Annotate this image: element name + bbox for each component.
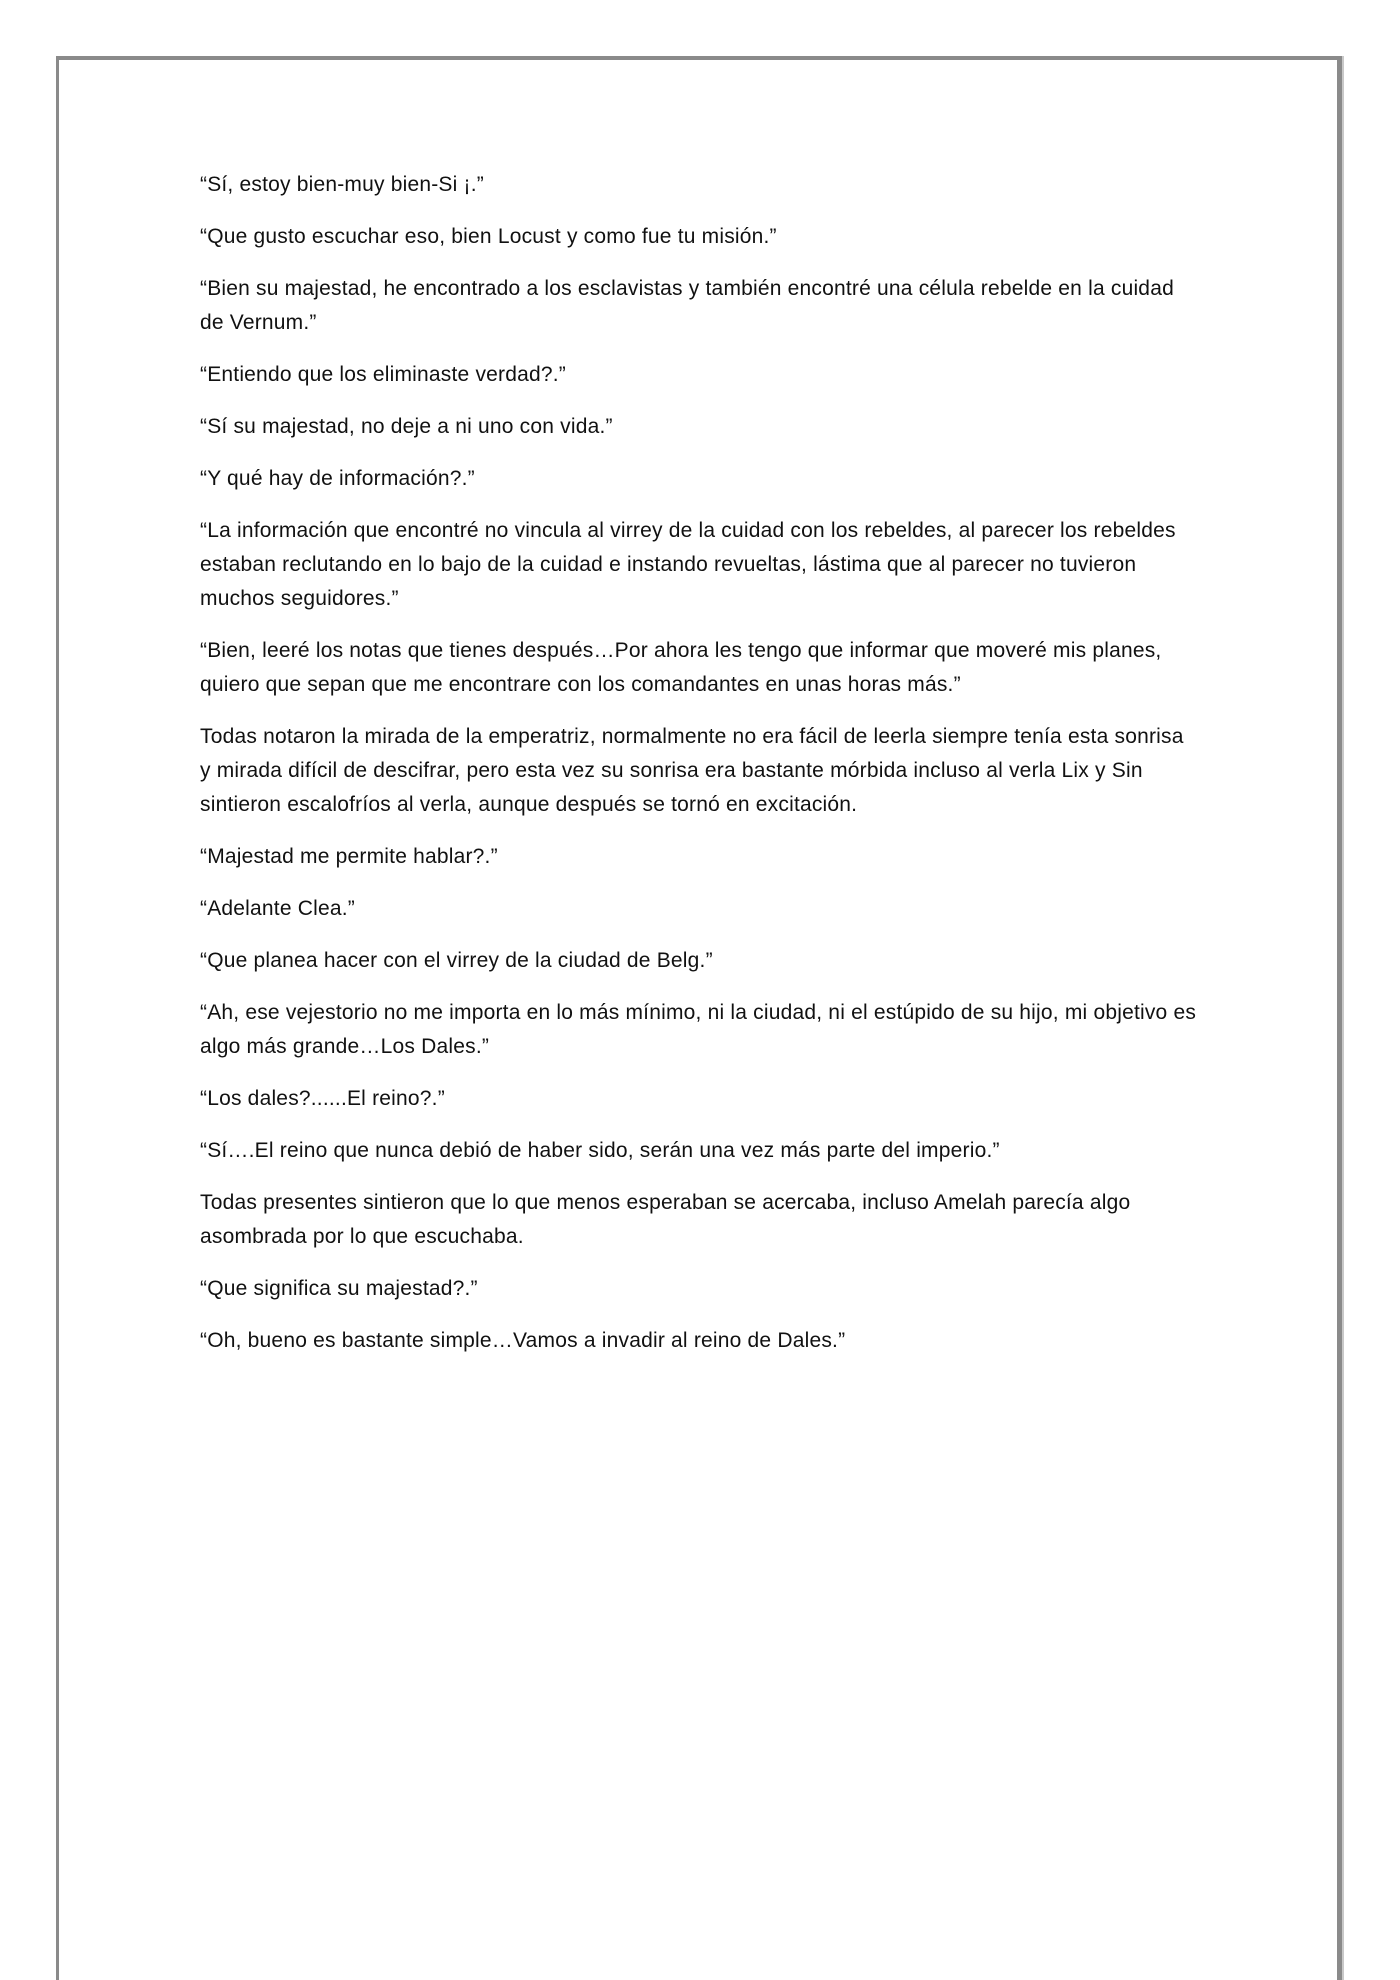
paragraph: “Y qué hay de información?.” bbox=[200, 467, 475, 490]
paragraph: “Entiendo que los eliminaste verdad?.” bbox=[200, 363, 566, 386]
paragraph: “Que gusto escuchar eso, bien Locust y como fue tu misión.” bbox=[200, 225, 777, 248]
document-text-body bbox=[200, 168, 1200, 1376]
paragraph: “Ah, ese vejestorio no me importa en lo más mínimo, ni la ciudad, ni el estúpido de su hijo, mi objetivo es algo más grande…Los Dales.” bbox=[200, 1001, 1197, 1058]
paragraph: “Sí su majestad, no deje a ni uno con vida.” bbox=[200, 415, 613, 438]
paragraph: “Que planea hacer con el virrey de la ciudad de Belg.” bbox=[200, 949, 713, 972]
paragraph: “Bien, leeré los notas que tienes después…Por ahora les tengo que informar que moveré mis planes, quiero que sepan que me encontrare con los comandantes en unas horas más.” bbox=[200, 639, 1162, 696]
paragraph: “Adelante Clea.” bbox=[200, 897, 355, 920]
paragraph: “Sí, estoy bien-muy bien-Si ¡.” bbox=[200, 173, 484, 196]
paragraph: “Que significa su majestad?.” bbox=[200, 1277, 478, 1300]
paragraph: “La información que encontré no vincula al virrey de la cuidad con los rebeldes, al parecer los rebeldes estaban reclutando en lo bajo de la cuidad e instando revueltas, lástima que al parecer no tuvieron muchos seguidores.” bbox=[200, 519, 1176, 610]
paragraph: “Sí….El reino que nunca debió de haber sido, serán una vez más parte del imperio.” bbox=[200, 1139, 1000, 1162]
paragraph: Todas presentes sintieron que lo que menos esperaban se acercaba, incluso Amelah parecía algo asombrada por lo que escuchaba. bbox=[200, 1191, 1131, 1248]
paragraph: “Oh, bueno es bastante simple…Vamos a invadir al reino de Dales.” bbox=[200, 1329, 846, 1352]
paragraph: “Los dales?......El reino?.” bbox=[200, 1087, 445, 1110]
paragraph: Todas notaron la mirada de la emperatriz, normalmente no era fácil de leerla siempre tenía esta sonrisa y mirada difícil de descifrar, pero esta vez su sonrisa era bastante mórbida incluso al verla Lix y Sin sintieron escalofríos al verla, aunque después se tornó en excitación. bbox=[200, 725, 1184, 816]
paragraph: “Bien su majestad, he encontrado a los esclavistas y también encontré una célula rebelde en la cuidad de Vernum.” bbox=[200, 277, 1174, 334]
paragraph: “Majestad me permite hablar?.” bbox=[200, 845, 498, 868]
